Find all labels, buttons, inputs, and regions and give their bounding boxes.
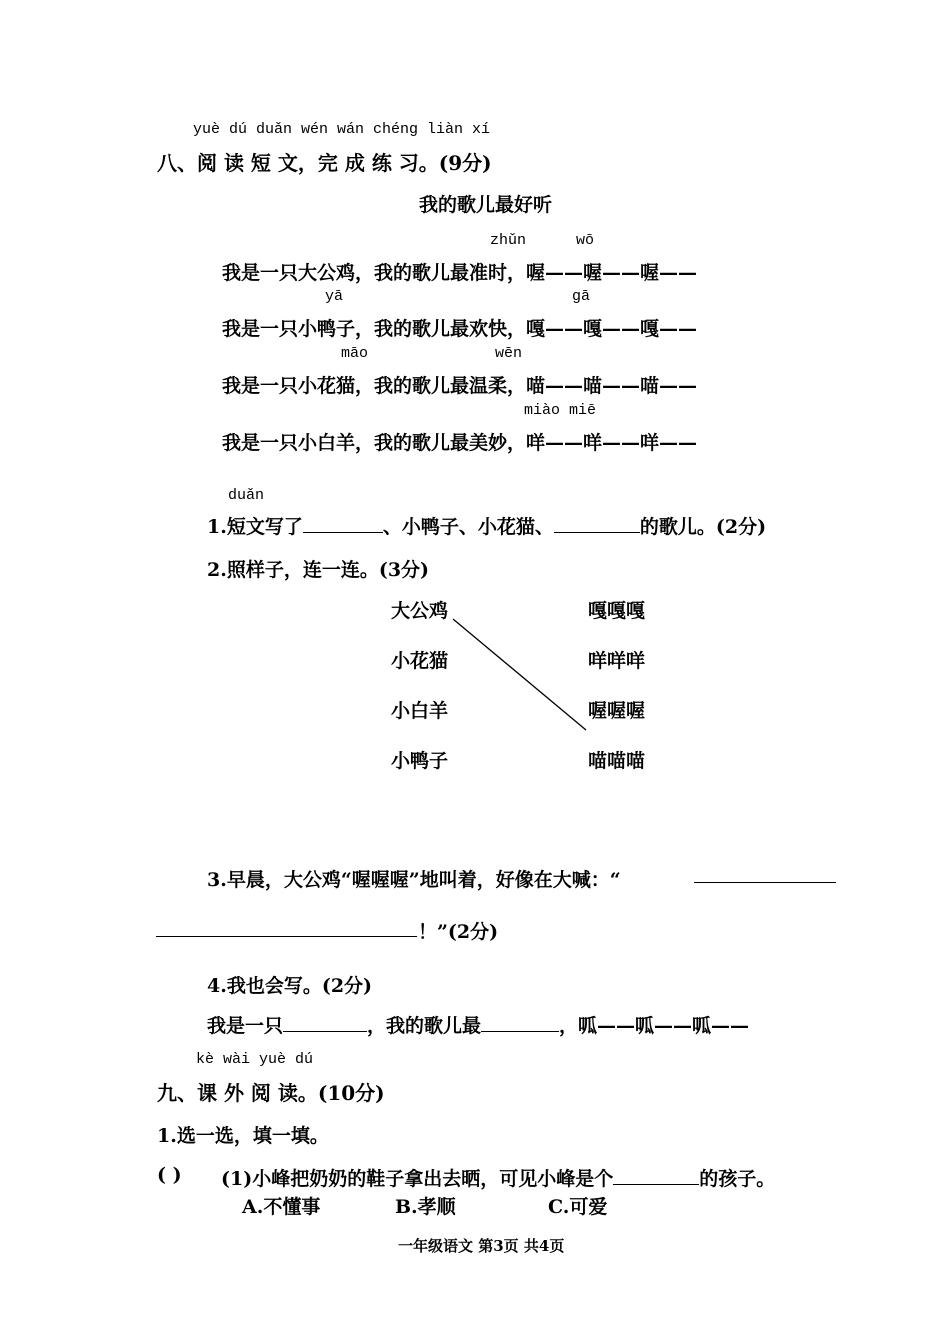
q3-blank-2[interactable] [156, 936, 417, 937]
match-right-4[interactable]: 喵喵喵 [588, 750, 646, 772]
pinyin-zhun: zhǔn [490, 232, 527, 249]
poem-line-2: 我是一只小鸭子，我的歌儿最欢快，嘎——嘎——嘎—— [222, 318, 698, 340]
answer-bracket[interactable]: ( ) [157, 1164, 182, 1186]
section9-sub: 1.选一选，填一填。 [157, 1125, 329, 1147]
q4-prompt: 4.我也会写。(2分) [207, 975, 373, 997]
match-left-4[interactable]: 小鸭子 [391, 750, 449, 772]
q4-text-2: ，我的歌儿最 [367, 1015, 482, 1037]
section8-heading: 八、阅 读 短 文，完 成 练 习。(9分) [157, 151, 492, 175]
section9-heading: 九、课 外 阅 读。(10分) [157, 1081, 385, 1105]
q1-text-1: 1.短文写了 [207, 516, 303, 538]
q4-line [207, 1011, 749, 1038]
q4-text-3: ，呱——呱——呱—— [559, 1015, 750, 1037]
pinyin-ga: gā [572, 288, 591, 305]
match-left-2[interactable]: 小花猫 [391, 650, 449, 672]
q4-blank-2[interactable] [481, 1013, 559, 1032]
q3-blank-1[interactable] [694, 882, 836, 883]
s9-q1-line [221, 1164, 775, 1191]
q3-text-1: 3.早晨，大公鸡“喔喔喔”地叫着，好像在大喊：“ [207, 869, 621, 891]
poem-title: 我的歌儿最好听 [419, 194, 553, 216]
match-right-2[interactable]: 咩咩咩 [588, 650, 646, 672]
poem-line-3: 我是一只小花猫，我的歌儿最温柔，喵——喵——喵—— [222, 375, 698, 397]
q2-prompt: 2.照样子，连一连。(3分) [207, 559, 430, 581]
match-left-3[interactable]: 小白羊 [391, 700, 449, 722]
s9-q1-text: (1)小峰把奶奶的鞋子拿出去晒，可见小峰是个 [221, 1168, 614, 1190]
match-left-1[interactable]: 大公鸡 [391, 600, 449, 622]
q4-text-1: 我是一只 [207, 1015, 284, 1037]
poem-line-4: 我是一只小白羊，我的歌儿最美妙，咩——咩——咩—— [222, 432, 698, 454]
q1-pinyin: duǎn [228, 487, 265, 504]
s9-q1-end: 的孩子。 [699, 1168, 776, 1190]
pinyin-miao-mie: miào miē [524, 402, 597, 419]
q3-text-2: ！”(2分) [418, 921, 499, 943]
q4-blank-1[interactable] [283, 1013, 367, 1032]
option-c[interactable]: C.可爱 [548, 1196, 608, 1218]
pinyin-wo: wō [576, 232, 595, 249]
match-right-1[interactable]: 嘎嘎嘎 [588, 600, 646, 622]
example-connection-line [453, 619, 586, 730]
page-footer: 一年级语文 第3页 共4页 [398, 1237, 565, 1255]
option-a[interactable]: A.不懂事 [242, 1196, 321, 1218]
pinyin-wen: wēn [495, 345, 523, 362]
option-b[interactable]: B.孝顺 [395, 1196, 456, 1218]
pinyin-ya: yā [325, 288, 344, 305]
match-right-3[interactable]: 喔喔喔 [588, 700, 646, 722]
q1-text-3: 的歌儿。(2分) [639, 516, 767, 538]
s9-q1-blank[interactable] [613, 1166, 699, 1185]
poem-line-1: 我是一只大公鸡，我的歌儿最准时，喔——喔——喔—— [222, 262, 698, 284]
section9-pinyin: kè wài yuè dú [196, 1051, 314, 1068]
q1-text-2: 、小鸭子、小花猫、 [382, 516, 554, 538]
pinyin-mao: māo [341, 345, 369, 362]
section8-pinyin: yuè dú duǎn wén wán chéng liàn xí [193, 121, 491, 138]
